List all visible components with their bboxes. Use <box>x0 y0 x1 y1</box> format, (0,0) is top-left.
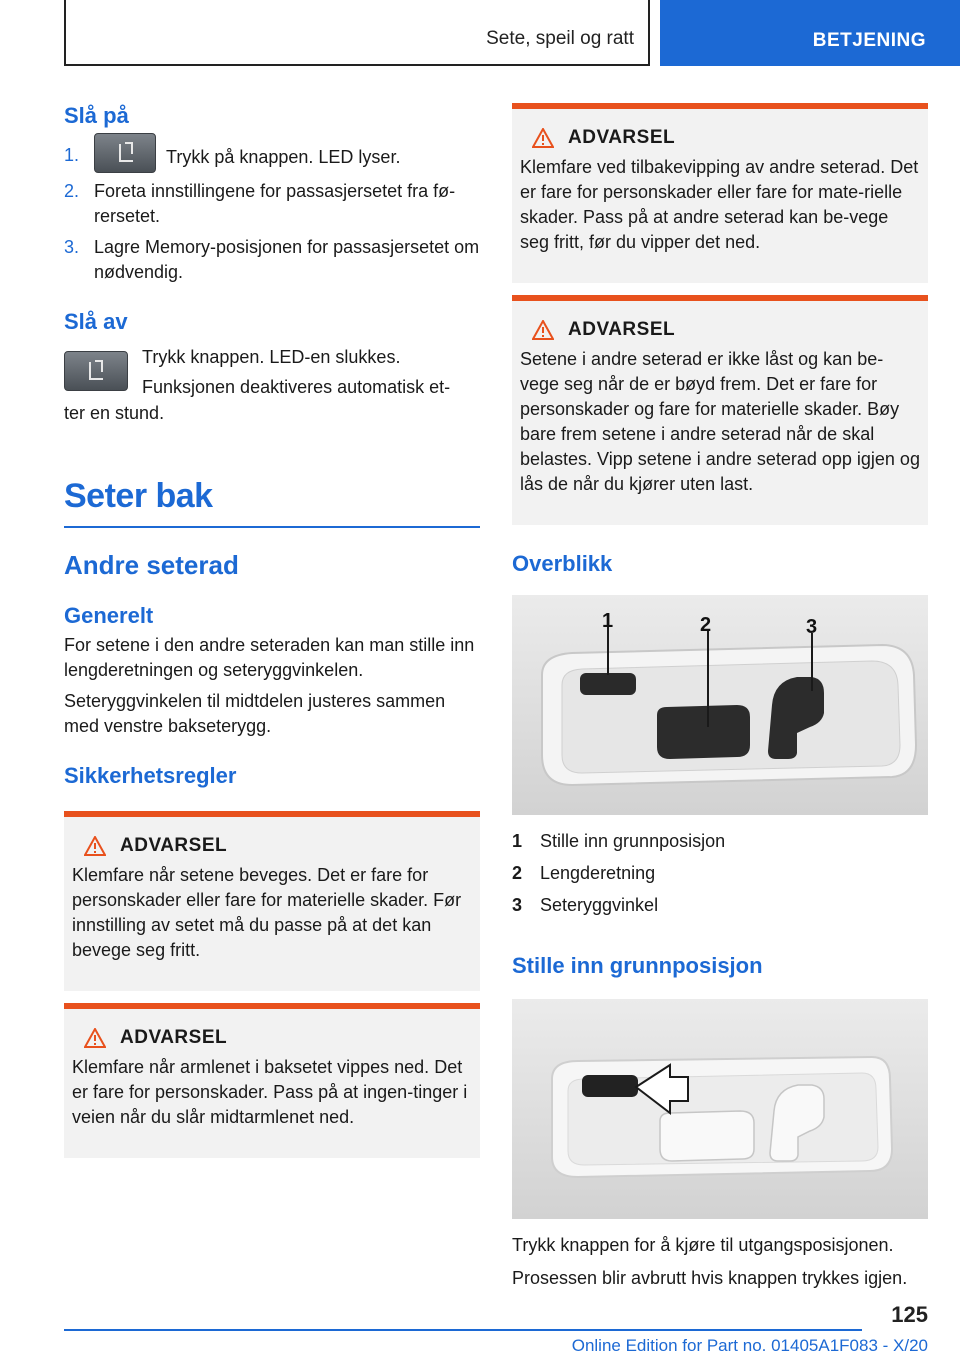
sla-av-line1: Trykk knappen. LED-en slukkes. <box>142 347 401 367</box>
warning-triangle-icon <box>532 128 554 148</box>
footer-divider <box>64 1329 862 1331</box>
legend-item: 2 Lengderetning <box>512 863 656 883</box>
step-2 <box>64 179 480 229</box>
page-number: 125 <box>891 1302 928 1327</box>
warning-box <box>64 1003 480 1158</box>
warning-triangle-icon <box>532 320 554 340</box>
section-divider <box>64 526 480 528</box>
step-number: 3. <box>64 237 80 257</box>
step-3 <box>64 235 480 285</box>
sla-av-line2: Funksjonen deaktiveres automatisk et- <box>142 377 451 397</box>
header-chapter-title: BETJENING <box>812 30 926 51</box>
step-text: Foreta innstillingene for passasjersetet fra fø-rersetet. <box>94 181 456 226</box>
seat-controls-overview-image <box>512 595 928 815</box>
heading-stille-inn-grunnposisjon: Stille inn grunnposisjon <box>512 953 763 978</box>
sla-av-line3: ter en stund. <box>64 403 165 423</box>
warning-title: ADVARSEL <box>72 1027 472 1049</box>
right-column <box>512 100 928 1291</box>
seat-memory-button-icon <box>94 133 156 173</box>
warning-box <box>512 295 928 525</box>
warning-text: Klemfare når setene beveges. Det er fare for personskader eller fare for materielle skader. Før innstilling av setet må du passe på at det kan bevege seg fritt. <box>72 865 462 960</box>
header-section-title: Sete, speil og ratt <box>486 28 634 49</box>
warning-text: Klemfare når armlenet i baksetet vippes ned. Det er fare for personskader. Pass på at ingen-tinger i veien når du slår midtarmlenet ned. <box>72 1057 468 1127</box>
heading-sla-pa: Slå på <box>64 103 129 128</box>
header-section-box <box>64 0 650 66</box>
footer-edition-text: Online Edition for Part no. 01405A1F083 - X/20 <box>571 1336 928 1355</box>
legend-item: 1 Stille inn grunnposisjon <box>512 831 726 851</box>
warning-title: ADVARSEL <box>520 319 920 341</box>
base-position-illustration <box>512 999 928 1219</box>
generelt-paragraph-2: Seteryggvinkelen til midtdelen justeres sammen med venstre bakseterygg. <box>64 691 446 736</box>
heading-sla-av: Slå av <box>64 309 128 334</box>
step-text: Trykk på knappen. LED lyser. <box>166 146 401 167</box>
callout-label: 2 <box>700 614 712 636</box>
seat-memory-button-icon <box>64 351 128 391</box>
warning-text: Klemfare ved tilbakevipping av andre seterad. Det er fare for personskader eller fare for mate-rielle skader. Pass på at andre seterad kan be-vege seg fritt, før du vipper det ned. <box>520 157 919 252</box>
step-text: Lagre Memory-posisjonen for passasjersetet om nødvendig. <box>94 237 480 282</box>
heading-seter-bak: Seter bak <box>64 477 213 515</box>
warning-title: ADVARSEL <box>72 835 472 857</box>
warning-triangle-icon <box>84 1028 106 1048</box>
heading-sikkerhetsregler: Sikkerhetsregler <box>64 763 237 788</box>
warning-triangle-icon <box>84 836 106 856</box>
legend-item: 3 Seteryggvinkel <box>512 895 659 915</box>
callout-label: 1 <box>602 610 614 632</box>
grunnposisjon-paragraph-1: Trykk knappen for å kjøre til utgangsposisjonen. <box>512 1235 894 1255</box>
warning-box <box>64 811 480 991</box>
generelt-paragraph-1: For setene i den andre seteraden kan man stille inn lengderetningen og seteryggvinkelen. <box>64 635 475 680</box>
step-number: 1. <box>64 145 80 165</box>
heading-andre-seterad: Andre seterad <box>64 550 239 580</box>
legend-list <box>512 825 928 921</box>
callout-label: 3 <box>806 616 818 638</box>
step-number: 2. <box>64 181 80 201</box>
warning-title: ADVARSEL <box>520 127 920 149</box>
base-position-button-image <box>512 999 928 1219</box>
warning-box <box>512 103 928 283</box>
header-chapter-box <box>660 0 960 66</box>
left-column <box>64 100 480 1158</box>
step-1 <box>64 143 480 173</box>
seat-controls-illustration <box>512 595 928 815</box>
heading-generelt: Generelt <box>64 603 154 628</box>
grunnposisjon-paragraph-2: Prosessen blir avbrutt hvis knappen trykkes igjen. <box>512 1268 908 1288</box>
warning-text: Setene i andre seterad er ikke låst og kan be-vege seg når de er bøyd frem. Det er fare for personskader og fare for materielle skader. Bøy bare frem setene i andre seterad når de skal belastes. Vipp setene i andre seterad opp igjen og lås de når du kjører uten last. <box>520 349 920 494</box>
heading-overblikk: Overblikk <box>512 551 613 576</box>
